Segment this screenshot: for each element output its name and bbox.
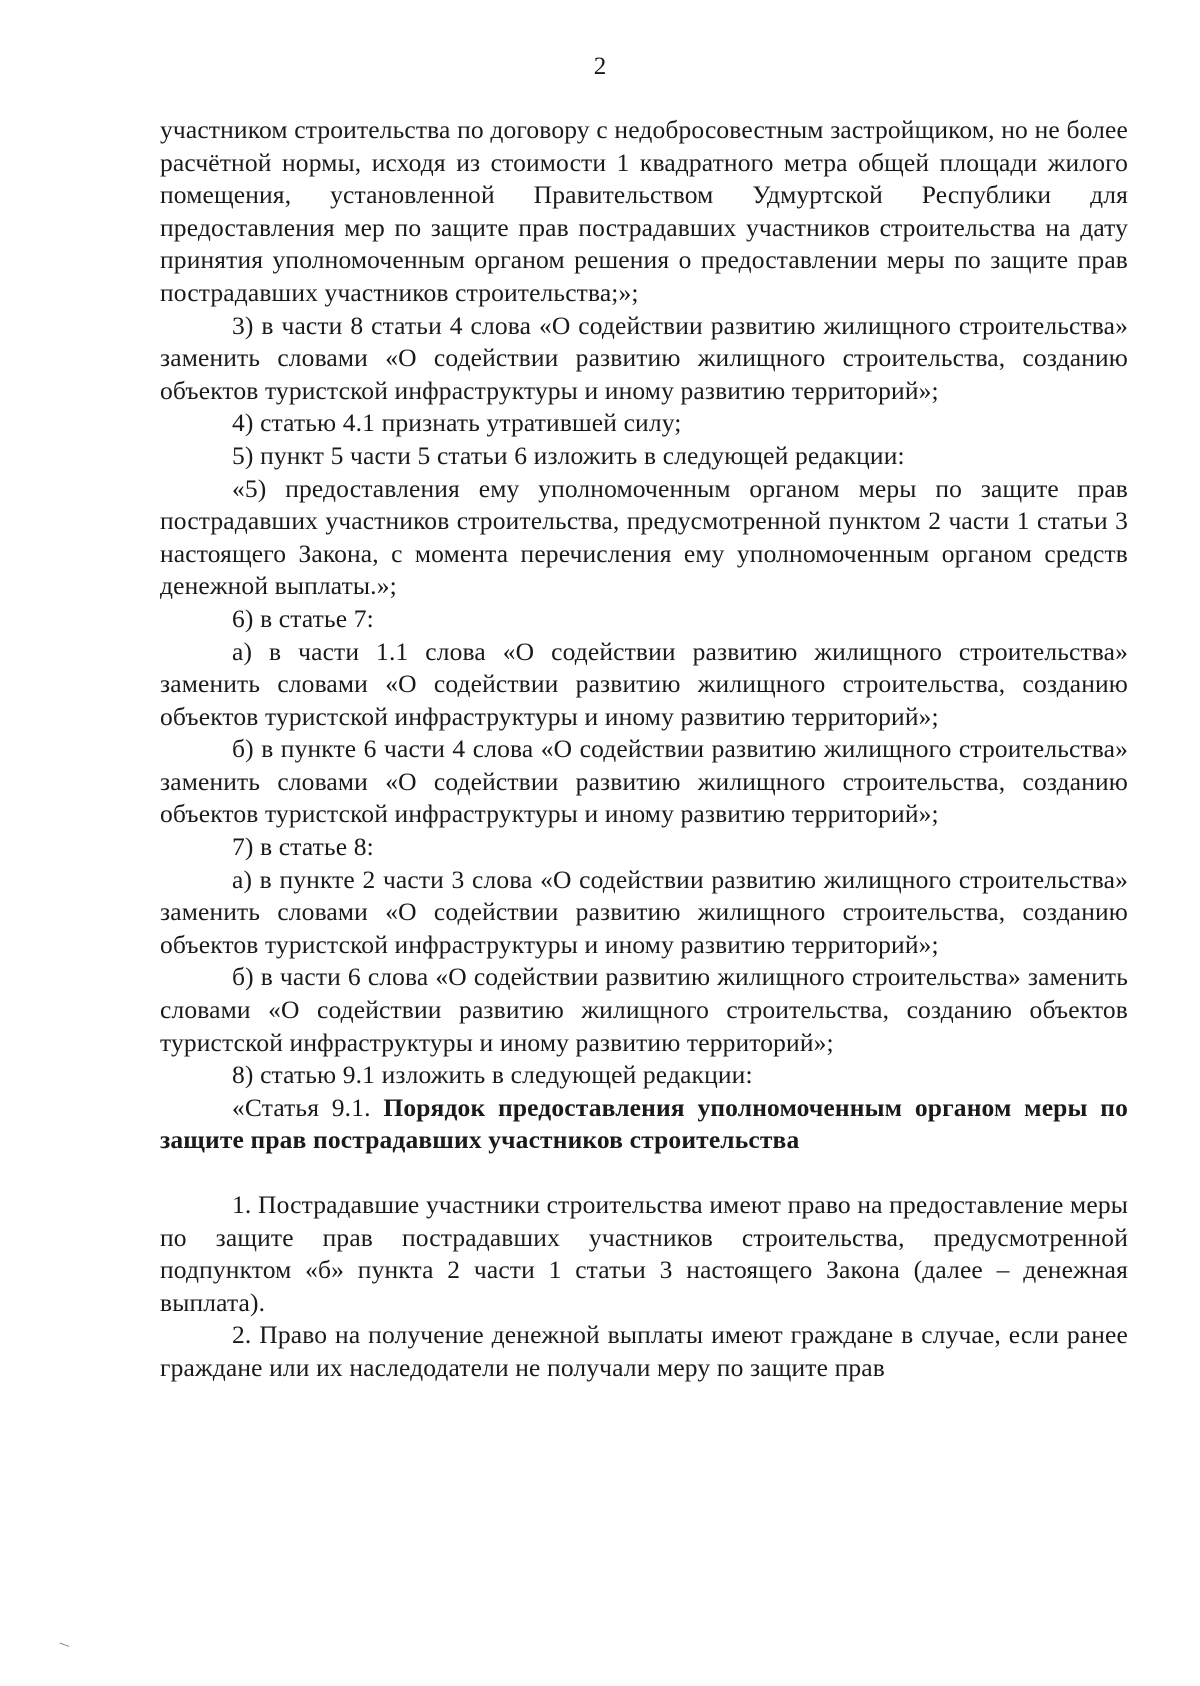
paragraph-item-6a: а) в части 1.1 слова «О содействии развитию жилищного строительства» заменить словами «О содействии развитию жилищного строительства, созданию объектов туристской инфраструктуры и иному развитию территорий»;: [160, 636, 1128, 731]
paragraph-item-6: 6) в статье 7:: [232, 603, 374, 633]
paragraph-item-7: 7) в статье 8:: [232, 832, 374, 862]
paragraph-item-7b: б) в части 6 слова «О содействии развитию жилищного строительства» заменить словами «О содействии развитию жилищного строительства, созданию объектов туристской инфраструктуры и иному развитию территорий»;: [160, 962, 1128, 1057]
page-number: 2: [593, 53, 607, 80]
paragraph-item-4: 4) статью 4.1 признать утратившей силу;: [232, 408, 682, 438]
article-paragraph-1: 1. Пострадавшие участники строительства имеют право на предоставление меры по защите прав пострадавших участников строительства, предусмотренной подпунктом «б» пункта 2 части 1 статьи 3 настоящего Закона (далее – денежная выплата).: [160, 1190, 1128, 1317]
article-heading: [160, 1092, 1128, 1157]
paragraph-item-5-text: «5) предоставления ему уполномоченным органом меры по защите прав пострадавших участников строительства, предусмотренной пунктом 2 части 1 статьи 3 настоящего Закона, с момента перечисления ему уполномоченным органом средств денежной выплаты.»;: [160, 473, 1128, 601]
paragraph-item-3: 3) в части 8 статьи 4 слова «О содействии развитию жилищного строительства» заменить словами «О содействии развитию жилищного строительства, созданию объектов туристской инфраструктуры и иному развитию территорий»;: [160, 310, 1128, 405]
heading-spacer: [160, 1157, 1128, 1189]
paragraph-item-7a: а) в пункте 2 части 3 слова «О содействии развитию жилищного строительства» заменить словами «О содействии развитию жилищного строительства, созданию объектов туристской инфраструктуры и иному развитию территорий»;: [160, 864, 1128, 959]
scan-artifact: [57, 1643, 69, 1655]
article-heading-prefix: «Статья 9.1.: [232, 1092, 384, 1122]
article-heading-title: Порядок предоставления уполномоченным органом меры по защите прав пострадавших участников строительства: [160, 1092, 1128, 1155]
document-body: [160, 114, 1128, 1385]
paragraph-item-5: 5) пункт 5 части 5 статьи 6 изложить в следующей редакции:: [232, 440, 905, 470]
paragraph-item-6b: б) в пункте 6 части 4 слова «О содействии развитию жилищного строительства» заменить словами «О содействии развитию жилищного строительства, созданию объектов туристской инфраструктуры и иному развитию территорий»;: [160, 734, 1128, 829]
article-paragraph-2: 2. Право на получение денежной выплаты имеют граждане в случае, если ранее граждане или их наследодатели не получали меру по защите прав: [160, 1320, 1128, 1382]
paragraph-item-8: 8) статью 9.1 изложить в следующей редакции:: [232, 1060, 753, 1090]
paragraph-continuation: участником строительства по договору с недобросовестным застройщиком, но не более расчётной нормы, исходя из стоимости 1 квадратного метра общей площади жилого помещения, установленной Правительством Удмуртской Республики для предоставления мер по защите прав пострадавших участников строительства на дату принятия уполномоченным органом решения о предоставлении меры по защите прав пострадавших участников строительства;»;: [160, 115, 1128, 307]
